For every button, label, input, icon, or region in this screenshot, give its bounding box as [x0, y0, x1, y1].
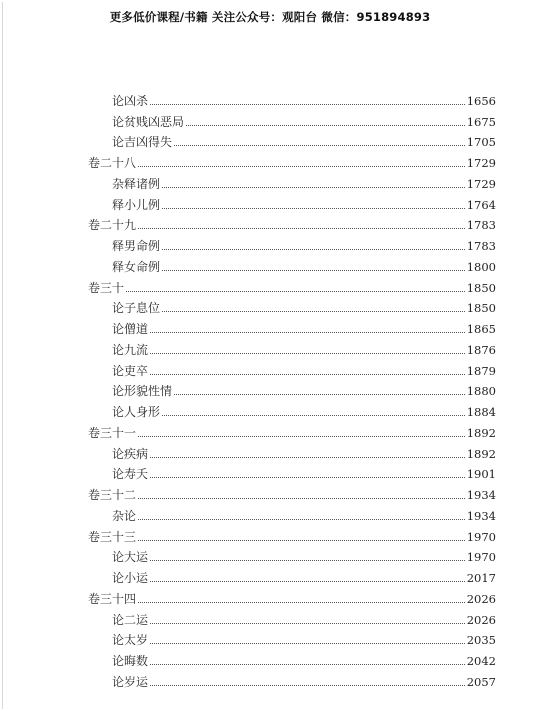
toc-entry-title: 论人身形	[112, 405, 161, 419]
toc-section-entry[interactable]	[88, 357, 496, 378]
toc-entry-page-number: 1879	[466, 363, 496, 378]
dot-leader	[138, 539, 465, 541]
dot-leader	[150, 103, 465, 105]
toc-entry-title: 论贫贱凶恶局	[112, 114, 185, 129]
toc-entry-page-number: 1934	[466, 488, 496, 502]
toc-entry-page-number: 1892	[466, 425, 496, 440]
toc-entry-page-number: 2057	[466, 674, 496, 689]
toc-section-entry[interactable]	[88, 295, 496, 316]
toc-entry-page-number: 1729	[466, 176, 496, 191]
toc-entry-title: 杂释诸例	[112, 176, 161, 191]
toc-entry-page-number: 1675	[466, 114, 496, 129]
dot-leader	[162, 414, 465, 416]
dot-leader	[150, 476, 465, 478]
toc-entry-title: 卷三十	[88, 280, 125, 295]
toc-entry-page-number: 1970	[466, 529, 496, 544]
toc-section-entry[interactable]	[88, 129, 496, 150]
toc-chapter-entry[interactable]	[88, 523, 496, 544]
toc-entry-page-number: 1729	[466, 156, 496, 170]
toc-entry-title: 论僧道	[112, 322, 149, 336]
page-header: 更多低价课程/书籍 关注公众号：观阳台 微信：951894893	[109, 10, 431, 24]
toc-entry-page-number: 1934	[466, 508, 496, 523]
dot-leader	[150, 622, 465, 624]
dot-leader	[162, 310, 465, 312]
toc-chapter-entry[interactable]	[88, 419, 496, 440]
dot-leader	[138, 435, 465, 437]
dot-leader	[150, 331, 465, 333]
dot-leader	[162, 207, 465, 209]
dot-leader	[186, 124, 465, 126]
toc-entry-title: 论岁运	[112, 674, 149, 689]
dot-leader	[150, 684, 465, 686]
toc-section-entry[interactable]	[88, 606, 496, 627]
toc-entry-page-number: 1850	[466, 280, 496, 295]
toc-entry-title: 卷三十二	[88, 488, 137, 502]
dot-leader	[150, 456, 465, 458]
toc-entry-title: 论二运	[112, 612, 149, 627]
dot-leader	[126, 290, 465, 292]
toc-section-entry[interactable]	[88, 461, 496, 482]
toc-entry-page-number: 2042	[466, 654, 496, 668]
toc-section-entry[interactable]	[88, 398, 496, 419]
dot-leader	[138, 518, 465, 520]
toc-entry-title: 论晦数	[112, 654, 149, 668]
toc-entry-title: 论疾病	[112, 446, 149, 461]
toc-section-entry[interactable]	[88, 564, 496, 585]
toc-section-entry[interactable]	[88, 170, 496, 191]
dot-leader	[138, 227, 465, 229]
toc-chapter-entry[interactable]	[88, 149, 496, 170]
dot-leader	[174, 393, 465, 395]
dot-leader	[174, 144, 465, 146]
toc-section-entry[interactable]	[88, 627, 496, 648]
dot-leader	[150, 373, 465, 375]
toc-chapter-entry[interactable]	[88, 212, 496, 233]
toc-entry-page-number: 1705	[466, 135, 496, 150]
toc-entry-title: 释男命例	[112, 239, 161, 253]
dot-leader	[162, 269, 465, 271]
toc-entry-page-number: 1876	[466, 342, 496, 357]
toc-entry-title: 卷二十九	[88, 218, 137, 233]
toc-entry-title: 卷三十三	[88, 529, 137, 544]
toc-entry-page-number: 2026	[466, 612, 496, 627]
toc-entry-page-number: 1901	[466, 467, 496, 482]
toc-entry-title: 论大运	[112, 550, 149, 565]
toc-entry-title: 论寿夭	[112, 467, 149, 482]
toc-entry-title: 论太岁	[112, 633, 149, 648]
toc-entry-page-number: 1880	[466, 384, 496, 399]
toc-entry-title: 论凶杀	[112, 93, 149, 108]
dot-leader	[138, 601, 465, 603]
toc-entry-page-number: 1865	[466, 322, 496, 336]
toc-entry-title: 论子息位	[112, 301, 161, 316]
toc-section-entry[interactable]	[88, 544, 496, 565]
toc-entry-title: 论吉凶得失	[112, 135, 173, 150]
toc-entry-title: 论吏卒	[112, 363, 149, 378]
toc-section-entry[interactable]	[88, 87, 496, 108]
toc-entry-title: 卷三十一	[88, 425, 137, 440]
toc-entry-title: 论形貌性情	[112, 384, 173, 399]
toc-entry-page-number: 2026	[466, 591, 496, 606]
toc-entry-title: 论小运	[112, 571, 149, 585]
toc-entry-page-number: 1764	[466, 197, 496, 212]
toc-entry-page-number: 1783	[466, 218, 496, 233]
toc-entry-title: 释小儿例	[112, 197, 161, 212]
toc-section-entry[interactable]	[88, 191, 496, 212]
toc-section-entry[interactable]	[88, 253, 496, 274]
toc-entry-page-number: 1970	[466, 550, 496, 565]
dot-leader	[150, 559, 465, 561]
toc-entry-page-number: 2017	[466, 571, 496, 585]
dot-leader	[150, 352, 465, 354]
toc-entry-page-number: 1884	[466, 405, 496, 419]
toc-entry-title: 论九流	[112, 342, 149, 357]
toc-section-entry[interactable]	[88, 647, 496, 668]
dot-leader	[150, 580, 465, 582]
dot-leader	[138, 497, 465, 499]
toc-entry-page-number: 1850	[466, 301, 496, 316]
dot-leader	[150, 642, 465, 644]
toc-section-entry[interactable]	[88, 315, 496, 336]
toc-entry-page-number: 1656	[466, 93, 496, 108]
toc-section-entry[interactable]	[88, 502, 496, 523]
toc-entry-page-number: 1892	[466, 446, 496, 461]
dot-leader	[162, 186, 465, 188]
dot-leader	[138, 165, 465, 167]
toc-section-entry[interactable]	[88, 232, 496, 253]
toc-entry-title: 卷三十四	[88, 591, 137, 606]
toc-entry-title: 释女命例	[112, 259, 161, 274]
toc-section-entry[interactable]	[88, 378, 496, 399]
toc-chapter-entry[interactable]	[88, 274, 496, 295]
toc-section-entry[interactable]	[88, 440, 496, 461]
toc-entry-title: 杂论	[112, 508, 137, 523]
toc-entry-page-number: 1783	[466, 239, 496, 253]
toc-entry-page-number: 1800	[466, 259, 496, 274]
table-of-contents	[88, 87, 496, 689]
toc-section-entry[interactable]	[88, 108, 496, 129]
toc-section-entry[interactable]	[88, 336, 496, 357]
toc-chapter-entry[interactable]	[88, 585, 496, 606]
dot-leader	[162, 248, 465, 250]
toc-entry-title: 卷二十八	[88, 156, 137, 170]
toc-entry-page-number: 2035	[466, 633, 496, 648]
toc-section-entry[interactable]	[88, 668, 496, 689]
dot-leader	[150, 663, 465, 665]
toc-chapter-entry[interactable]	[88, 481, 496, 502]
